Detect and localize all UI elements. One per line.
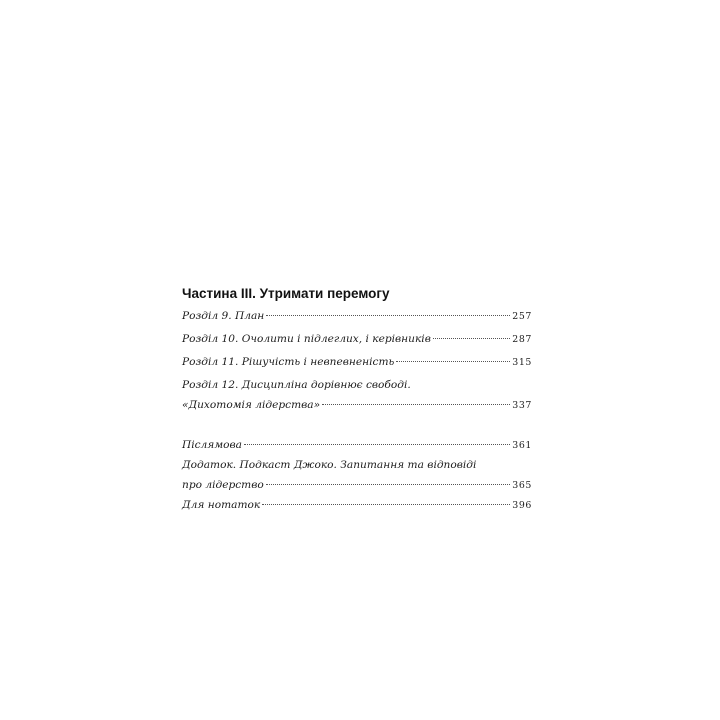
dot-leader xyxy=(396,361,510,362)
toc-entry-chapter-10[interactable] xyxy=(182,329,532,349)
toc-entry-page: 396 xyxy=(512,500,532,511)
dot-leader xyxy=(244,444,510,445)
toc-entry-chapter-12[interactable] xyxy=(182,375,532,415)
dot-leader xyxy=(433,338,510,339)
toc-entry-chapter-11[interactable] xyxy=(182,352,532,372)
dot-leader xyxy=(266,315,510,316)
table-of-contents xyxy=(182,284,532,515)
toc-entry-page: 337 xyxy=(512,400,532,411)
toc-entry-chapter-9[interactable] xyxy=(182,306,532,326)
toc-entry-appendix[interactable] xyxy=(182,455,532,495)
toc-entry-title: Для нотаток xyxy=(182,499,261,511)
toc-entry-page: 315 xyxy=(512,357,532,368)
part-title: Частина III. Утримати перемогу xyxy=(182,286,390,301)
toc-entry-page: 361 xyxy=(512,440,532,451)
toc-entry-notes[interactable] xyxy=(182,495,532,515)
toc-entry-title-line1: Додаток. Подкаст Джоко. Запитання та відповіді xyxy=(182,459,477,471)
toc-entry-page: 287 xyxy=(512,334,532,345)
toc-entry-title-line2: «Дихотомія лідерства» xyxy=(182,399,321,411)
toc-entry-title: Розділ 9. План xyxy=(182,310,265,322)
toc-entry-title-line2: про лідерство xyxy=(182,479,264,491)
toc-entry-afterword[interactable] xyxy=(182,435,532,455)
toc-entry-title: Післямова xyxy=(182,439,242,451)
toc-entry-page: 365 xyxy=(512,480,532,491)
toc-entry-title: Розділ 11. Рішучість і невпевненість xyxy=(182,356,395,368)
toc-entry-title: Розділ 10. Очолити і підлеглих, і керівників xyxy=(182,333,431,345)
dot-leader xyxy=(266,484,511,485)
dot-leader xyxy=(322,404,510,405)
dot-leader xyxy=(262,504,510,505)
toc-entry-title-line1: Розділ 12. Дисципліна дорівнює свободі. xyxy=(182,379,411,391)
toc-entry-page: 257 xyxy=(512,311,532,322)
